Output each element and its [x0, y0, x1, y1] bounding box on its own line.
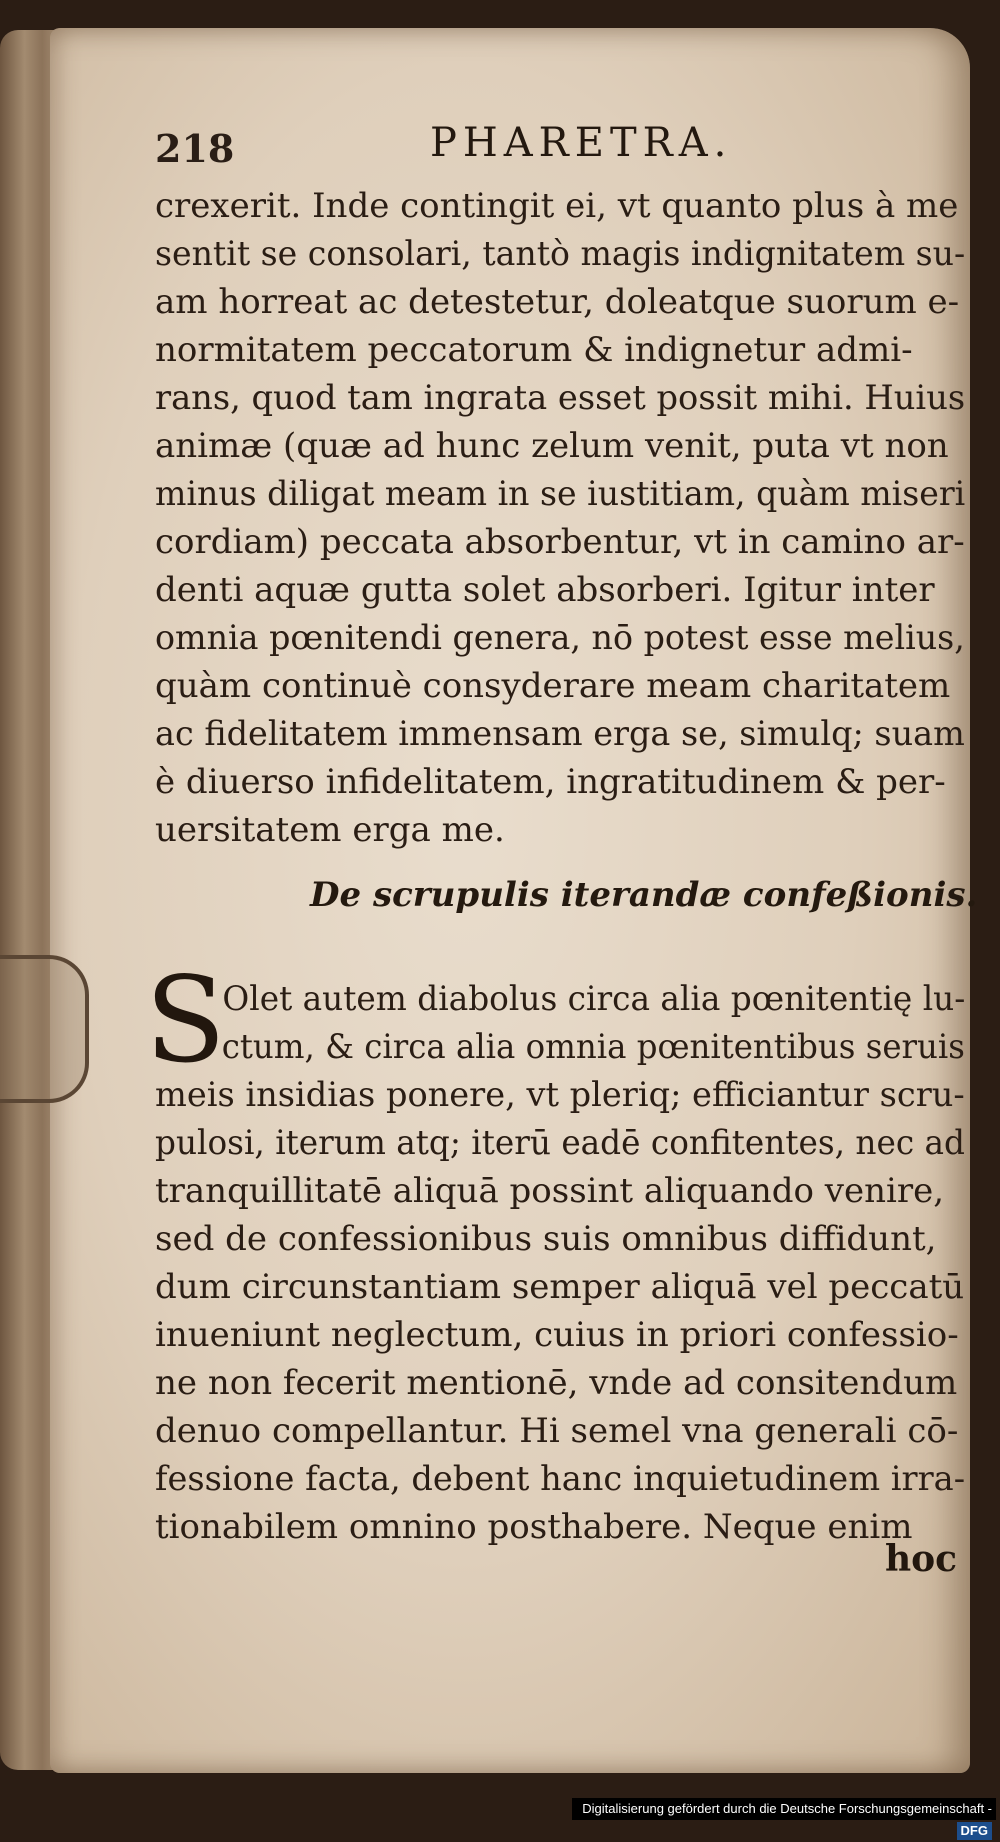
text-line: cordiam) peccata absorbentur, vt in camino ar-	[155, 522, 965, 562]
text-line: quàm continuè consyderare meam charitatem	[155, 666, 951, 706]
text-line: ac fidelitatem immensam erga se, simulq; suam	[155, 714, 965, 754]
paragraph-2	[155, 975, 965, 1551]
text-line: denuo compellantur. Hi semel vna generali cō-	[155, 1411, 959, 1451]
text-line: pulosi, iterum atq; iterū eadē confitentes, nec ad	[155, 1123, 965, 1163]
text-line: minus diligat meam in se iustitiam, quàm miseri	[155, 474, 966, 514]
text-line: sed de confessionibus suis omnibus diffidunt,	[155, 1219, 937, 1259]
text-line: tionabilem omnino posthabere. Neque enim	[155, 1507, 913, 1547]
footer-text: Digitalisierung gefördert durch die Deutsche Forschungsgemeinschaft -	[582, 1801, 992, 1816]
text-line: crexerit. Inde contingit ei, vt quanto plus à me	[155, 186, 959, 226]
text-line: am horreat ac detestetur, doleatque suorum e-	[155, 282, 960, 322]
text-line: uersitatem erga me.	[155, 810, 505, 850]
section-heading: De scrupulis iterandæ confeßionis.	[310, 875, 978, 915]
text-line: sentit se consolari, tantò magis indignitatem su-	[155, 234, 966, 274]
text-line: dum circunstantiam semper aliquā vel peccatū	[155, 1267, 965, 1307]
digitization-footer	[572, 1798, 996, 1838]
text-line: ne non fecerit mentionē, vnde ad consitendum	[155, 1363, 958, 1403]
text-line: Olet autem diabolus circa alia pœnitentię lu-	[222, 979, 966, 1019]
catchword: hoc	[885, 1538, 958, 1580]
drop-cap: S	[145, 951, 226, 1089]
dfg-logo: DFG	[957, 1822, 992, 1840]
running-head	[155, 120, 755, 180]
text-line: omnia pœnitendi genera, nō potest esse melius,	[155, 618, 965, 658]
text-line: ctum, & circa alia omnia pœnitentibus seruis	[221, 1027, 965, 1067]
text-line: meis insidias ponere, vt pleriq; efficiantur scru-	[155, 1075, 965, 1115]
text-line: tranquillitatē aliquā possint aliquando venire,	[155, 1171, 945, 1211]
page-number: 218	[155, 126, 235, 171]
text-line: animæ (quæ ad hunc zelum venit, puta vt non	[155, 426, 949, 466]
text-line: denti aquæ gutta solet absorberi. Igitur inter	[155, 570, 935, 610]
text-line: rans, quod tam ingrata esset possit mihi. Huius	[155, 378, 966, 418]
paragraph-1	[155, 182, 965, 854]
text-line: inueniunt neglectum, cuius in priori confessio-	[155, 1315, 959, 1355]
header-title: PHARETRA.	[430, 120, 733, 166]
book-clasp	[0, 955, 89, 1103]
text-line: fessione facta, debent hanc inquietudinem irra-	[155, 1459, 966, 1499]
text-line: è diuerso infidelitatem, ingratitudinem & per-	[155, 762, 946, 802]
text-line: normitatem peccatorum & indignetur admi-	[155, 330, 913, 370]
